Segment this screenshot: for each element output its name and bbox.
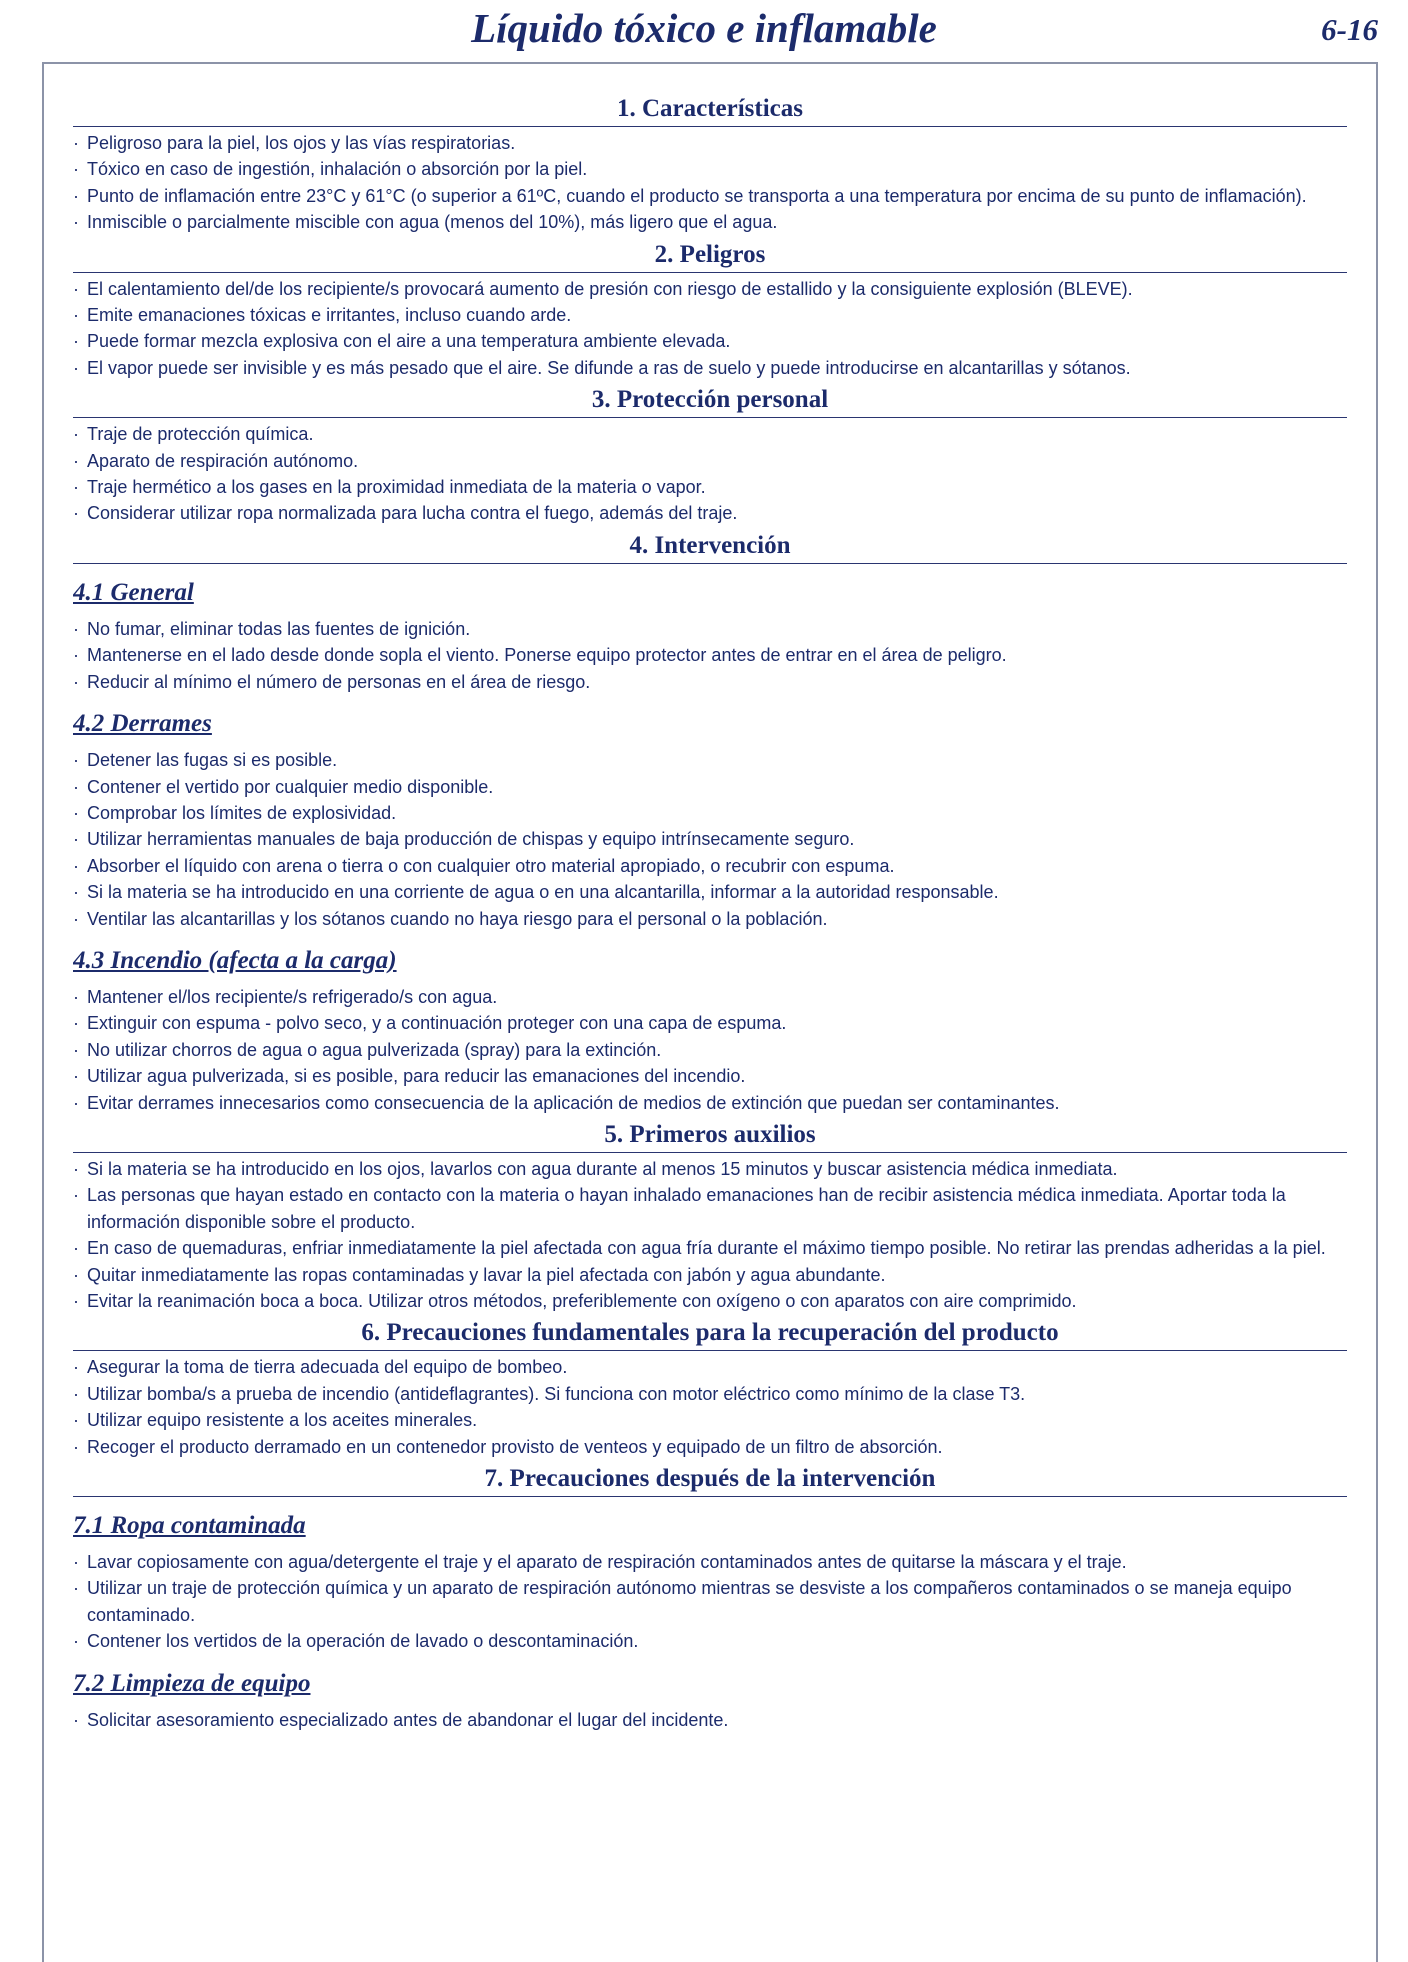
section-heading: 4. Intervención (73, 529, 1347, 564)
list-item: · Mantener el/los recipiente/s refrigerado/s con agua. (73, 984, 1347, 1010)
section-recuperacion-producto (73, 1316, 1347, 1460)
page-title: Líquido tóxico e inflamable (471, 5, 937, 51)
list-item: · Evitar la reanimación boca a boca. Utilizar otros métodos, preferiblemente con oxígeno o con aparatos con aire comprimido. (73, 1288, 1347, 1314)
bullet-list (73, 1354, 1347, 1460)
bullet-list (73, 1156, 1347, 1314)
section-heading: 2. Peligros (73, 238, 1347, 273)
bullet-list (73, 616, 1347, 695)
list-item: · El vapor puede ser invisible y es más pesado que el aire. Se difunde a ras de suelo y puede introducirse en alcantarillas y sótanos. (73, 355, 1347, 381)
section-proteccion-personal (73, 383, 1347, 527)
list-item: · Emite emanaciones tóxicas e irritantes, incluso cuando arde. (73, 302, 1347, 328)
section-primeros-auxilios (73, 1118, 1347, 1314)
section-caracteristicas (73, 92, 1347, 236)
list-item: · Traje de protección química. (73, 421, 1347, 447)
list-item: · Puede formar mezcla explosiva con el aire a una temperatura ambiente elevada. (73, 328, 1347, 354)
document-body (73, 90, 1347, 1916)
bullet-list (73, 276, 1347, 382)
section-heading: 6. Precauciones fundamentales para la recuperación del producto (73, 1316, 1347, 1351)
list-item: · No fumar, eliminar todas las fuentes de ignición. (73, 616, 1347, 642)
bullet-list (73, 1707, 1347, 1733)
page-number: 6-16 (1321, 12, 1378, 47)
list-item: · Contener los vertidos de la operación de lavado o descontaminación. (73, 1628, 1347, 1654)
list-item: · El calentamiento del/de los recipiente/s provocará aumento de presión con riesgo de estallido y la consiguiente explosión (BLEVE). (73, 276, 1347, 302)
list-item: · Utilizar equipo resistente a los aceites minerales. (73, 1407, 1347, 1433)
list-item: · Traje hermético a los gases en la proximidad inmediata de la materia o vapor. (73, 474, 1347, 500)
list-item: · Si la materia se ha introducido en los ojos, lavarlos con agua durante al menos 15 minutos y buscar asistencia médica inmediata. (73, 1156, 1347, 1182)
list-item: · Contener el vertido por cualquier medio disponible. (73, 774, 1347, 800)
section-heading: 1. Características (73, 92, 1347, 127)
list-item: · Aparato de respiración autónomo. (73, 448, 1347, 474)
subsection-heading: 4.1 General (73, 578, 194, 606)
list-item: · Utilizar agua pulverizada, si es posible, para reducir las emanaciones del incendio. (73, 1063, 1347, 1089)
bullet-list (73, 984, 1347, 1116)
list-item: · Extinguir con espuma - polvo seco, y a continuación proteger con una capa de espuma. (73, 1010, 1347, 1036)
list-item: · No utilizar chorros de agua o agua pulverizada (spray) para la extinción. (73, 1037, 1347, 1063)
bullet-list (73, 747, 1347, 932)
section-heading: 7. Precauciones después de la intervención (73, 1462, 1347, 1497)
list-item: · Reducir al mínimo el número de personas en el área de riesgo. (73, 669, 1347, 695)
list-item: · Absorber el líquido con arena o tierra o con cualquier otro material apropiado, o recubrir con espuma. (73, 853, 1347, 879)
list-item: · Quitar inmediatamente las ropas contaminadas y lavar la piel afectada con jabón y agua abundante. (73, 1262, 1347, 1288)
bullet-list (73, 421, 1347, 527)
list-item: · Mantenerse en el lado desde donde sopla el viento. Ponerse equipo protector antes de entrar en el área de peligro. (73, 642, 1347, 668)
subsection-heading: 4.2 Derrames (73, 710, 212, 738)
list-item: · Solicitar asesoramiento especializado antes de abandonar el lugar del incidente. (73, 1707, 1347, 1733)
section-despues-intervencion (73, 1462, 1347, 1733)
list-item: · Inmiscible o parcialmente miscible con agua (menos del 10%), más ligero que el agua. (73, 209, 1347, 235)
list-item: · Punto de inflamación entre 23°C y 61°C (o superior a 61ºC, cuando el producto se transporta a una temperatura por encima de su punto de inflamación). (73, 183, 1347, 209)
list-item: · Considerar utilizar ropa normalizada para lucha contra el fuego, además del traje. (73, 500, 1347, 526)
list-item: · En caso de quemaduras, enfriar inmediatamente la piel afectada con agua fría durante el máximo tiempo posible. No retirar las prendas adheridas a la piel. (73, 1235, 1347, 1261)
list-item: · Asegurar la toma de tierra adecuada del equipo de bombeo. (73, 1354, 1347, 1380)
list-item: · Si la materia se ha introducido en una corriente de agua o en una alcantarilla, informar a la autoridad responsable. (73, 879, 1347, 905)
bullet-list (73, 130, 1347, 236)
list-item: · Ventilar las alcantarillas y los sótanos cuando no haya riesgo para el personal o la población. (73, 906, 1347, 932)
list-item: · Peligroso para la piel, los ojos y las vías respiratorias. (73, 130, 1347, 156)
list-item: · Comprobar los límites de explosividad. (73, 800, 1347, 826)
subsection-heading: 7.2 Limpieza de equipo (73, 1669, 311, 1697)
bullet-list (73, 1549, 1347, 1655)
list-item: · Tóxico en caso de ingestión, inhalación o absorción por la piel. (73, 156, 1347, 182)
list-item: · Las personas que hayan estado en contacto con la materia o hayan inhalado emanaciones han de recibir asistencia médica inmediata. Aportar toda la información disponible sobre el producto. (73, 1182, 1347, 1235)
subsection-heading: 7.1 Ropa contaminada (73, 1512, 306, 1540)
section-peligros (73, 238, 1347, 382)
list-item: · Detener las fugas si es posible. (73, 747, 1347, 773)
list-item: · Utilizar herramientas manuales de baja producción de chispas y equipo intrínsecamente seguro. (73, 826, 1347, 852)
list-item: · Utilizar bomba/s a prueba de incendio (antideflagrantes). Si funciona con motor eléctrico como mínimo de la clase T3. (73, 1381, 1347, 1407)
subsection-heading: 4.3 Incendio (afecta a la carga) (73, 946, 397, 974)
section-intervencion (73, 529, 1347, 1116)
section-heading: 5. Primeros auxilios (73, 1118, 1347, 1153)
list-item: · Lavar copiosamente con agua/detergente el traje y el aparato de respiración contaminados antes de quitarse la máscara y el traje. (73, 1549, 1347, 1575)
list-item: · Evitar derrames innecesarios como consecuencia de la aplicación de medios de extinción que puedan ser contaminantes. (73, 1090, 1347, 1116)
section-heading: 3. Protección personal (73, 383, 1347, 418)
list-item: · Utilizar un traje de protección química y un aparato de respiración autónomo mientras se desviste a los compañeros contaminados o se maneja equipo contaminado. (73, 1575, 1347, 1628)
list-item: · Recoger el producto derramado en un contenedor provisto de venteos y equipado de un filtro de absorción. (73, 1434, 1347, 1460)
